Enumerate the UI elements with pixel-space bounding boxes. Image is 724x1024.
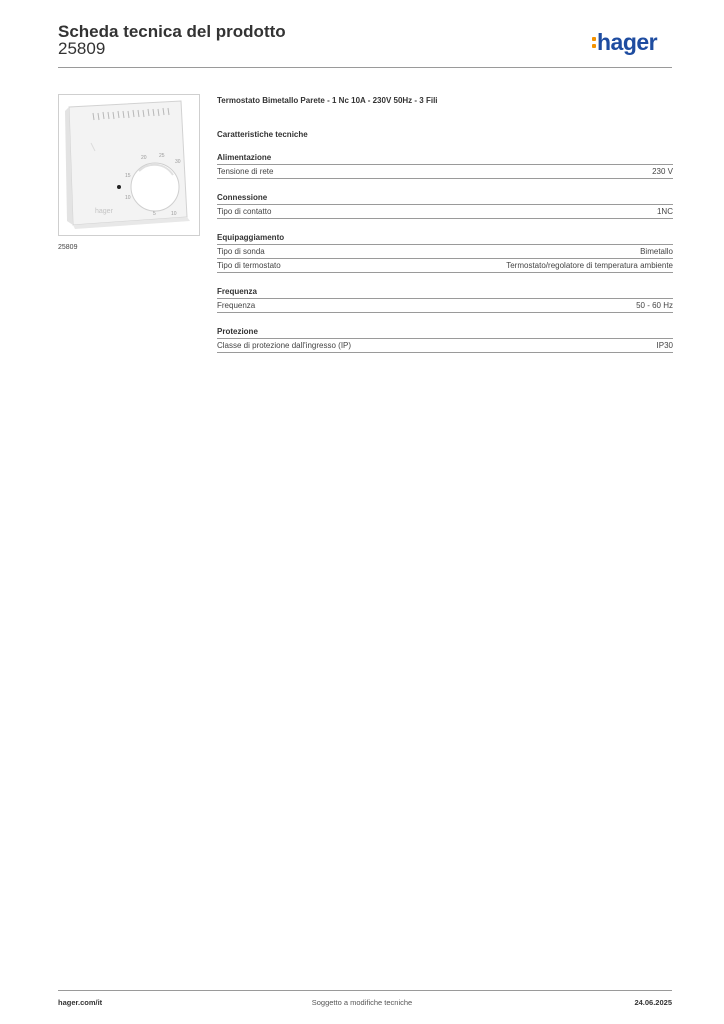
thermostat-image [58,94,200,236]
spec-label: Tensione di rete [217,167,274,176]
svg-text:10: 10 [125,195,131,201]
svg-text:20: 20 [141,155,147,161]
spec-row [217,165,673,179]
spec-group-title: Frequenza [217,287,673,299]
svg-text:5: 5 [153,211,156,217]
logo-text: hager [597,28,658,55]
spec-value: 1NC [656,207,673,216]
spec-group-title: Protezione [217,327,673,339]
page-title: Scheda tecnica del prodotto [58,22,286,41]
spec-row [217,259,673,273]
svg-text:10: 10 [171,211,177,217]
spec-group-equipaggiamento [217,233,673,273]
spec-label: Tipo di termostato [217,261,281,270]
spec-row [217,339,673,353]
spec-row [217,205,673,219]
spec-value: Termostato/regolatore di temperatura ambiente [506,261,673,270]
svg-text:hager: hager [95,208,113,215]
svg-text:15: 15 [125,173,131,179]
product-details [217,96,673,353]
logo-dots-icon [592,37,596,48]
footer-note: Soggetto a modifiche tecniche [311,998,413,1007]
spec-value: IP30 [656,341,673,350]
spec-value: 230 V [652,167,673,176]
spec-label: Frequenza [217,301,256,310]
spec-group-frequenza [217,287,673,313]
spec-group-connessione [217,193,673,219]
spec-value: Bimetallo [640,247,673,256]
spec-group-title: Connessione [217,193,673,205]
spec-label: Tipo di sonda [217,247,265,256]
product-code: 25809 [58,39,106,58]
svg-text:25: 25 [159,153,165,159]
spec-row [217,299,673,313]
spec-value: 50 - 60 Hz [636,301,673,310]
footer-divider [58,990,672,991]
image-caption: 25809 [58,244,78,251]
footer-website-link[interactable]: hager.com/it [58,998,103,1007]
spec-group-title: Equipaggiamento [217,233,673,245]
spec-group-title: Alimentazione [217,153,673,165]
spec-group-protezione [217,327,673,353]
spec-label: Classe di protezione dall'ingresso (IP) [217,341,352,350]
specs-title: Caratteristiche tecniche [217,130,308,139]
header-divider [58,67,672,68]
spec-group-alimentazione [217,153,673,179]
hager-logo [592,28,657,56]
product-name: Termostato Bimetallo Parete - 1 Nc 10A - 230V 50Hz - 3 Fili [217,96,438,105]
spec-label: Tipo di contatto [217,207,272,216]
svg-text:30: 30 [175,159,181,165]
footer-date: 24.06.2025 [634,998,672,1007]
spec-row [217,245,673,259]
